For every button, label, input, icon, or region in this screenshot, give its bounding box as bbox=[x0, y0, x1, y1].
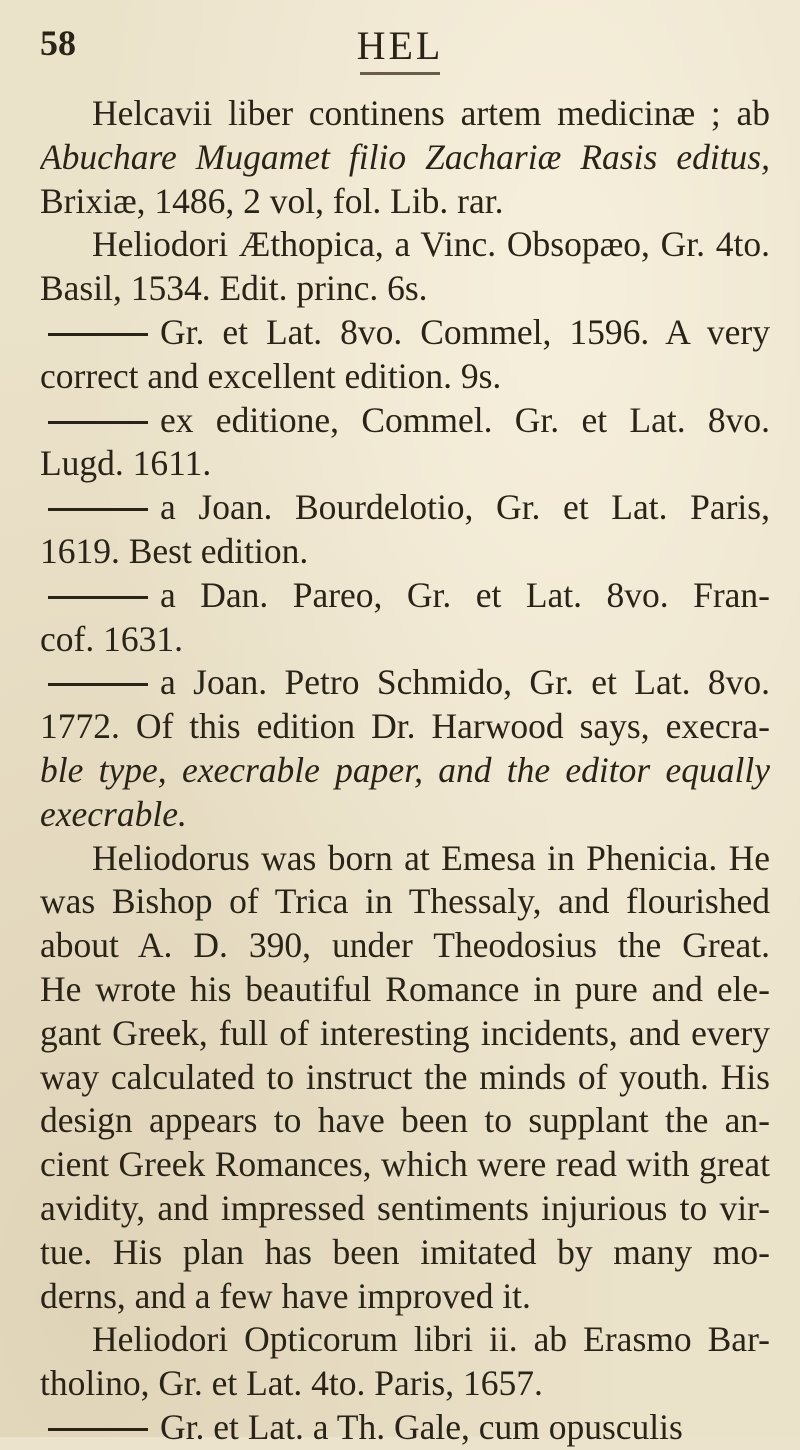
text-line: was Bishop of Trica in Thessaly, and flourished bbox=[40, 881, 770, 922]
text-line: tholino, Gr. et Lat. 4to. Paris, 1657. bbox=[40, 1363, 543, 1404]
text-line: ble type, execrable paper, and the editor equally bbox=[40, 749, 770, 790]
text-line: Basil, 1534. Edit. princ. 6s. bbox=[40, 268, 428, 309]
text-line: avidity, and impressed sentiments injurious to vir- bbox=[40, 1187, 770, 1228]
text-line: cof. 1631. bbox=[40, 618, 183, 659]
text-line: Gr. et Lat. a Th. Gale, cum opusculis bbox=[40, 1406, 770, 1450]
ditto-rule bbox=[48, 683, 148, 686]
text-line: way calculated to instruct the minds of youth. His bbox=[40, 1056, 770, 1097]
ditto-rule bbox=[48, 333, 148, 336]
text-line: Gr. et Lat. 8vo. Commel, 1596. A very bbox=[40, 311, 770, 355]
text-line: 1619. Best edition. bbox=[40, 530, 309, 571]
text-line: execrable. bbox=[40, 793, 187, 834]
page-header bbox=[0, 22, 800, 82]
text-line: cient Greek Romances, which were read with great bbox=[40, 1144, 770, 1185]
text-line: Abuchare Mugamet filio Zachariæ Rasis editus, bbox=[40, 136, 770, 177]
text-line: Lugd. 1611. bbox=[40, 443, 212, 484]
text-line: a Joan. Bourdelotio, Gr. et Lat. Paris, bbox=[40, 486, 770, 530]
text-line: Heliodori Æthopica, a Vinc. Obsopæo, Gr. 4to. bbox=[92, 224, 770, 265]
text-line: a Joan. Petro Schmido, Gr. et Lat. 8vo. bbox=[40, 661, 770, 705]
text-line: gant Greek, full of interesting incidents, and every bbox=[40, 1012, 770, 1053]
text-line: about A. D. 390, under Theodosius the Great. bbox=[40, 925, 770, 966]
text-line: ex editione, Commel. Gr. et Lat. 8vo. bbox=[40, 399, 770, 443]
header-rule bbox=[360, 72, 440, 75]
catalogue-text bbox=[40, 92, 770, 1450]
text-line: correct and excellent edition. 9s. bbox=[40, 355, 502, 396]
text-line: Helcavii liber continens artem medicinæ ; ab bbox=[92, 93, 770, 133]
ditto-rule bbox=[48, 421, 148, 424]
ditto-rule bbox=[48, 1428, 148, 1431]
text-line: Heliodori Opticorum libri ii. ab Erasmo Bar- bbox=[92, 1319, 770, 1360]
text-line: derns, and a few have improved it. bbox=[40, 1275, 531, 1316]
text-line: 1772. Of this edition Dr. Harwood says, execra- bbox=[40, 706, 770, 747]
ditto-rule bbox=[48, 596, 148, 599]
text-line: tue. His plan has been imitated by many mo- bbox=[40, 1231, 770, 1272]
text-line: Brixiæ, 1486, 2 vol, fol. Lib. rar. bbox=[40, 180, 504, 221]
text-line: He wrote his beautiful Romance in pure and ele- bbox=[40, 968, 770, 1009]
text-line: design appears to have been to supplant the an- bbox=[40, 1100, 770, 1141]
text-line: a Dan. Pareo, Gr. et Lat. 8vo. Fran- bbox=[40, 574, 770, 618]
page-number: 58 bbox=[40, 23, 76, 63]
text-line: Heliodorus was born at Emesa in Phenicia. He bbox=[92, 837, 770, 878]
ditto-rule bbox=[48, 508, 148, 511]
running-title: HEL bbox=[356, 23, 444, 68]
